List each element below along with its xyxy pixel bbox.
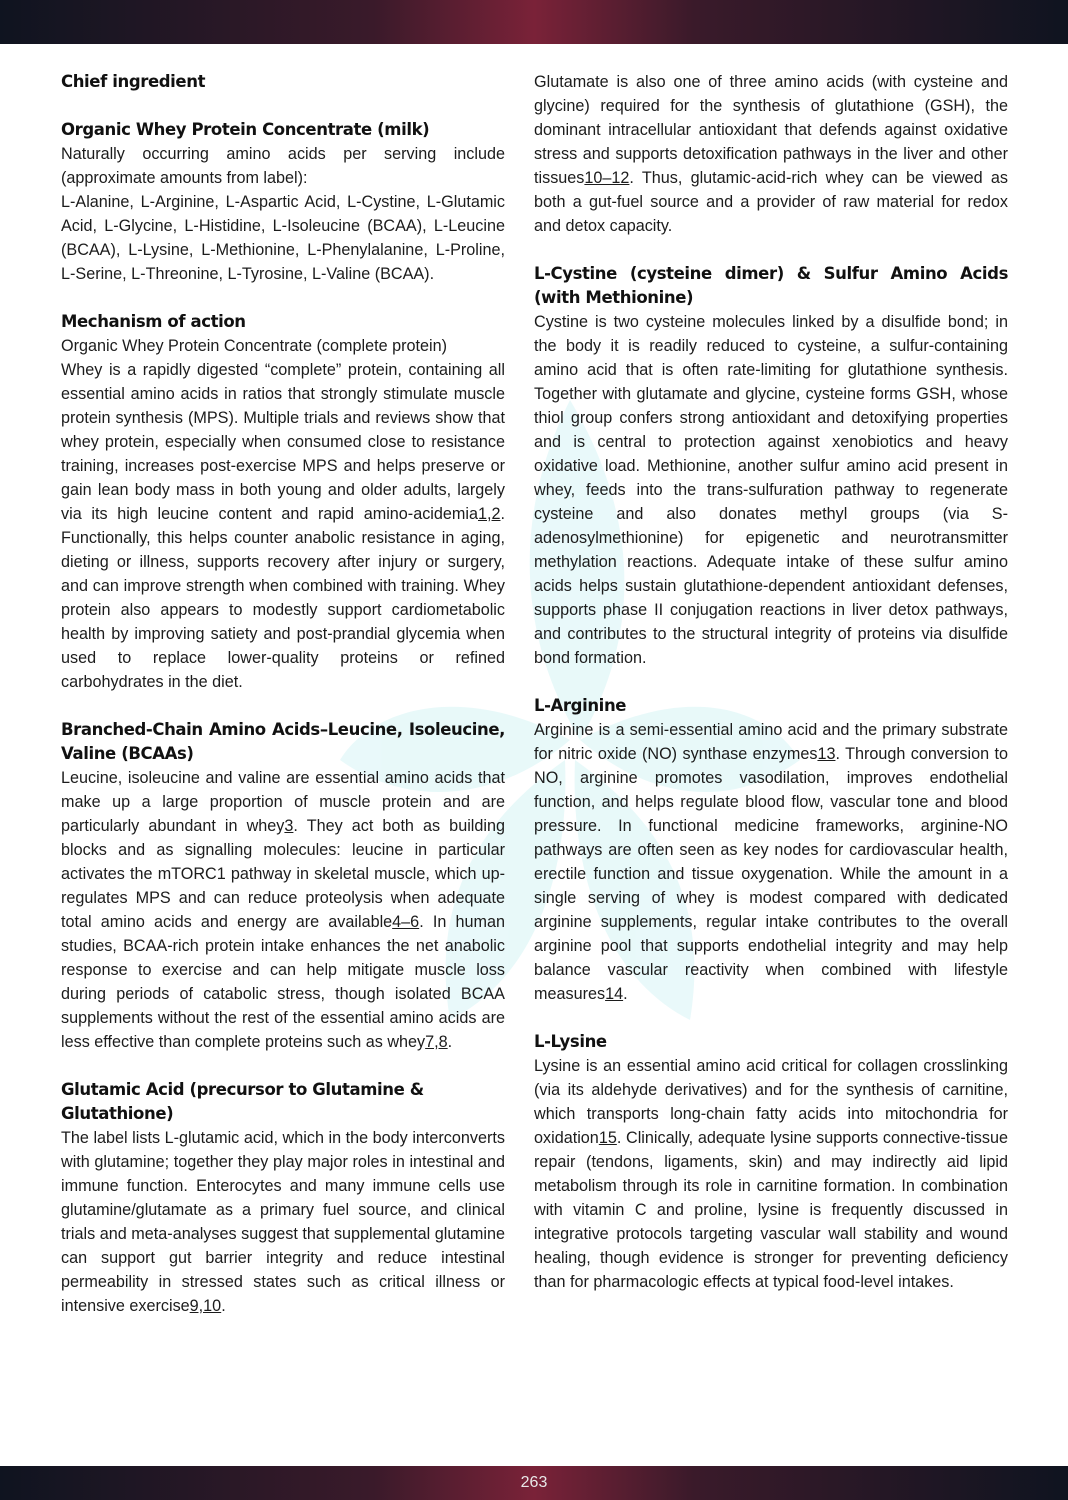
glutathione-text-2: . Thus, glutamic-acid-rich whey can be viewed as both a gut-fuel source and a provider of raw material for redox and detox capacity. (534, 169, 1008, 235)
bcaa-heading: Branched-Chain Amino Acids–Leucine, Isoleucine, Valine (BCAAs) (61, 720, 505, 763)
lysine-text-1: Lysine is an essential amino acid critical for collagen crosslinking (via its aldehyde derivatives) and for the synthesis of carnitine, which transports long-chain fatty acids into mitochondria for oxidation (534, 1057, 1008, 1147)
bcaa-text-2: . They act both as building blocks and as signalling molecules: leucine in particular activates the mTORC1 pathway in skeletal muscle, which up-regulates MPS and can reduce proteolysis when adequate total amino acids and energy are available (61, 817, 505, 931)
citation-link-14[interactable]: 14 (605, 985, 624, 1003)
glutamic-text-2: . (221, 1297, 226, 1315)
bcaa-text-4: . (447, 1033, 453, 1051)
mechanism-subheading: Organic Whey Protein Concentrate (complete protein) (61, 337, 447, 355)
bottom-footer-bar (0, 1466, 1068, 1500)
glutamic-paragraph (61, 1126, 505, 1318)
whey-intro-text: Naturally occurring amino acids per serving include (approximate amounts from label): (61, 145, 505, 187)
citation-link-9-10[interactable]: 9,10 (189, 1297, 222, 1315)
arginine-text-2: . Through conversion to NO, arginine promotes vasodilation, improves endothelial function, and helps regulate blood flow, vascular tone and blood pressure. In functional medicine frameworks, arginine-NO pathways are often seen as key nodes for cardiovascular health, erectile function and tissue oxygenation. While the amount in a single serving of whey is modest compared with dedicated arginine supplements, regular intake contributes to the overall arginine pool that supports endothelial integrity and may help balance vascular reactivity when combined with lifestyle measures (534, 745, 1008, 1003)
glutathione-paragraph (534, 70, 1008, 238)
right-column (534, 70, 1008, 1294)
arginine-paragraph (534, 718, 1008, 1006)
lysine-text-2: . Clinically, adequate lysine supports connective-tissue repair (tendons, ligaments, skin) and may indirectly aid lipid metabolism through its role in carnitine formation. In combination with vitamin C and proline, lysine is frequently discussed in integrative protocols targeting vascular wall stability and wound healing, though evidence is stronger for preventing deficiency than for pharmacologic effects at typical food-level intakes. (534, 1129, 1008, 1291)
top-header-bar (0, 0, 1068, 44)
whey-heading: Organic Whey Protein Concentrate (milk) (61, 120, 430, 139)
bcaa-paragraph (61, 766, 505, 1054)
citation-link-7-8[interactable]: 7,8 (425, 1033, 448, 1051)
glutamic-heading: Glutamic Acid (precursor to Glutamine & Glutathione) (61, 1080, 424, 1123)
left-column (61, 70, 505, 1318)
citation-link-10-12[interactable]: 10–12 (584, 169, 630, 187)
cystine-heading: L-Cystine (cysteine dimer) & Sulfur Amino Acids (with Methionine) (534, 264, 1008, 307)
lysine-heading: L-Lysine (534, 1032, 607, 1051)
bcaa-text-1: Leucine, isoleucine and valine are essential amino acids that make up a large proportion of muscle protein and are particularly abundant in whey (61, 769, 505, 835)
arginine-heading: L-Arginine (534, 696, 627, 715)
glutathione-text-1: Glutamate is also one of three amino acids (with cysteine and glycine) required for the synthesis of glutathione (GSH), the dominant intracellular antioxidant that defends against oxidative stress and supports detoxification pathways in the liver and other tissues (534, 73, 1008, 187)
glutamic-text-1: The label lists L-glutamic acid, which in the body interconverts with glutamine; together they play major roles in intestinal and immune function. Enterocytes and many immune cells use glutamine/glutamate as a primary fuel source, and clinical trials and meta-analyses suggest that supplemental glutamine can support gut barrier integrity and reduce intestinal permeability in stressed states such as critical illness or intensive exercise (61, 1129, 505, 1315)
lysine-paragraph (534, 1054, 1008, 1294)
citation-link-13[interactable]: 13 (817, 745, 836, 763)
citation-link-3[interactable]: 3 (284, 817, 294, 835)
page-number: 263 (520, 1474, 548, 1491)
cystine-paragraph: Cystine is two cysteine molecules linked by a disulfide bond; in the body it is readily reduced to cysteine, a sulfur-containing amino acid that is often rate-limiting for glutathione synthesis. Together with glutamate and glycine, cysteine forms GSH, whose thiol group confers strong antioxidant and detoxifying properties and is central to protection against xenobiotics and heavy oxidative load. Methionine, another sulfur amino acid present in whey, feeds into the trans-sulfuration pathway to regenerate cysteine and also donates methyl groups (via S-adenosylmethionine) for epigenetic and neurotransmitter methylation reactions. Adequate intake of these sulfur amino acids helps sustain glutathione-dependent antioxidant defenses, supports phase II conjugation reactions in liver detox pathways, and contributes to the structural integrity of proteins via disulfide bond formation. (534, 313, 1008, 667)
chief-ingredient-heading: Chief ingredient (61, 72, 206, 91)
mechanism-heading: Mechanism of action (61, 312, 246, 331)
amino-acid-list: L-Alanine, L-Arginine, L-Aspartic Acid, L-Cystine, L-Glutamic Acid, L-Glycine, L-Histidine, L-Isoleucine (BCAA), L-Leucine (BCAA), L-Lysine, L-Methionine, L-Phenylalanine, L-Proline, L-Serine, L-Threonine, L-Tyrosine, L-Valine (BCAA). (61, 193, 505, 283)
citation-link-1-2[interactable]: 1,2 (477, 505, 501, 523)
citation-link-4-6[interactable]: 4–6 (392, 913, 420, 931)
mechanism-paragraph (61, 358, 505, 694)
arginine-text-3: . (623, 985, 628, 1003)
bcaa-text-3: . In human studies, BCAA-rich protein intake enhances the net anabolic response to exercise and can help mitigate muscle loss during periods of catabolic stress, though isolated BCAA supplements without the rest of the essential amino acids are less effective than complete proteins such as whey (61, 913, 505, 1051)
mechanism-text-2: . Functionally, this helps counter anabolic resistance in aging, dieting or illness, supports recovery after injury or surgery, and can improve strength when combined with training. Whey protein also appears to modestly support cardiometabolic health by improving satiety and post-prandial glycemia when used to replace lower-quality proteins or refined carbohydrates in the diet. (61, 505, 505, 691)
mechanism-text-1: Whey is a rapidly digested “complete” protein, containing all essential amino acids in ratios that strongly stimulate muscle protein synthesis (MPS). Multiple trials and reviews show that whey protein, especially when consumed close to resistance training, increases post-exercise MPS and helps preserve or gain lean body mass in both young and older adults, largely via its high leucine content and rapid amino-acidemia (61, 361, 505, 523)
citation-link-15[interactable]: 15 (598, 1129, 617, 1147)
arginine-text-1: Arginine is a semi-essential amino acid and the primary substrate for nitric oxide (NO) synthase enzymes (534, 721, 1008, 763)
